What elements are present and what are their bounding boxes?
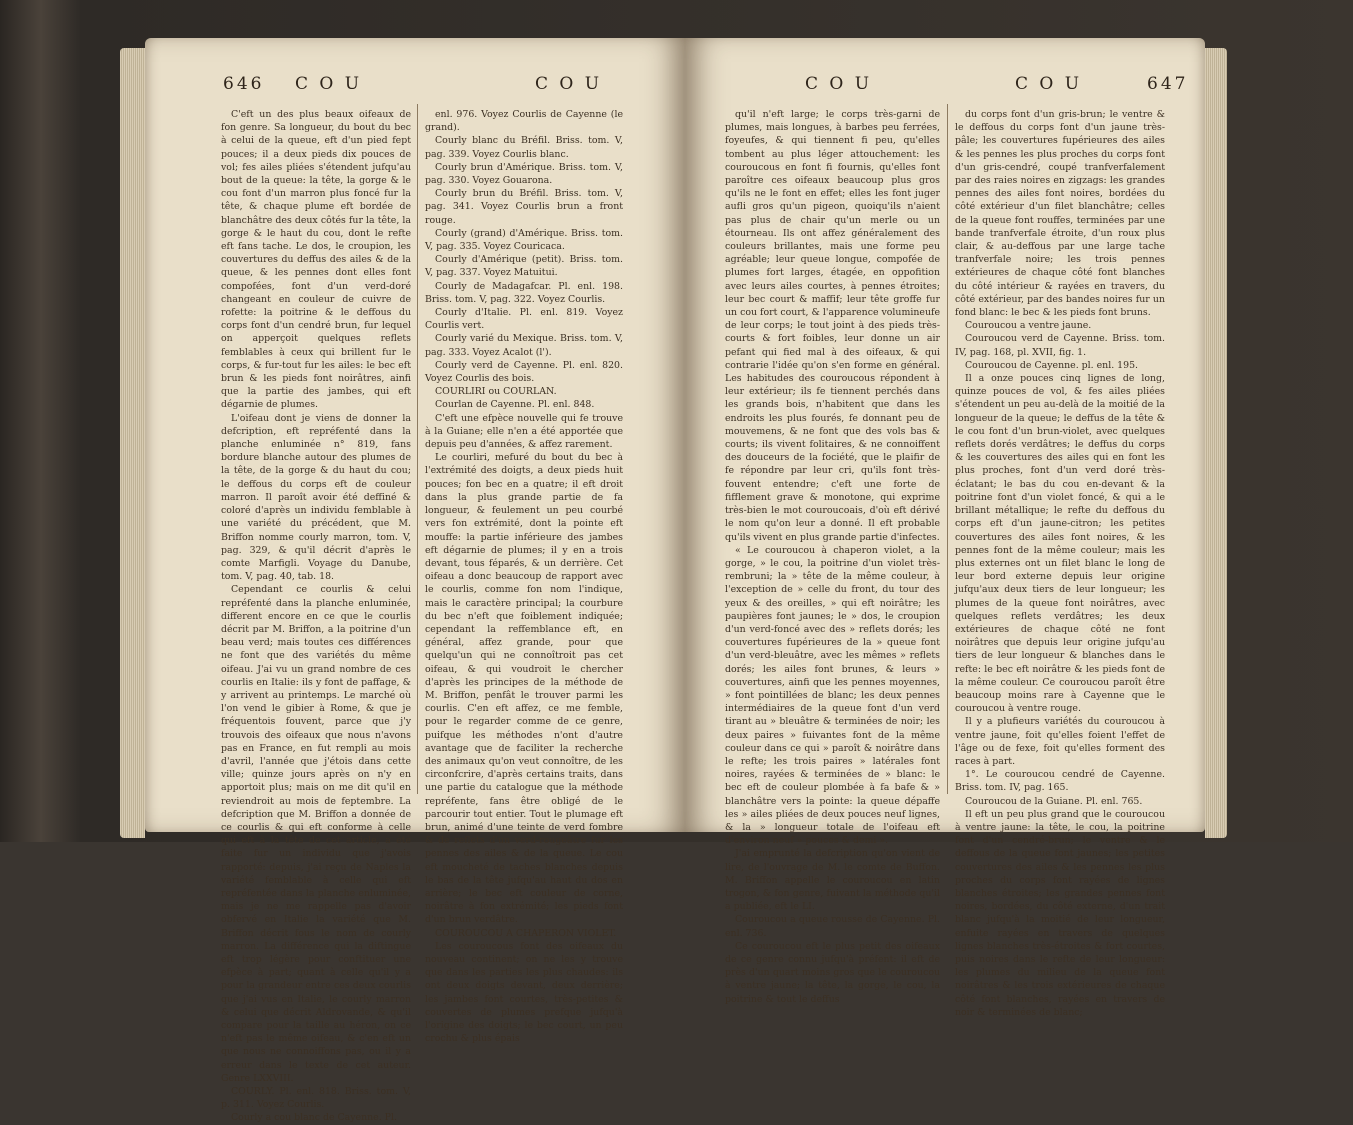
- text-paragraph: COUROUCOU A CHAPERON VIOLET.: [435, 927, 617, 939]
- text-paragraph: Courly varié du Mexique. Briss. tom. V, pag. 333. Voyez Acalot (l').: [425, 333, 623, 358]
- text-paragraph: COURLIRI ou COURLAN.: [435, 386, 557, 398]
- left-page: [145, 38, 685, 1124]
- running-head-left-col2: C O U: [535, 74, 603, 94]
- text-paragraph: Ce couroucou eft le plus petit des oifeaux de ce genre connu jufqu'à préfent: il eft de près d'un quart moins gros que le couroucou à ventre jaune; la tête, la gorge, le cou, la poitrine & tout le deffus: [725, 940, 940, 1005]
- text-paragraph: Courly a cou blanc de Cayenne. Pl.: [231, 1112, 397, 1124]
- text-paragraph: Courly d'Amérique (petit). Briss. tom. V, pag. 337. Voyez Matuitui.: [425, 254, 623, 279]
- page-number-left: 646: [223, 74, 265, 94]
- text-paragraph: Courly blanc du Bréfil. Briss. tom. V, pag. 339. Voyez Courlis blanc.: [425, 135, 623, 160]
- text-paragraph: Courly de Madagafcar. Pl. enl. 198. Briss. tom. V, pag. 322. Voyez Courlis.: [425, 280, 623, 305]
- text-paragraph: Cependant ce courlis & celui repréfenté dans la planche enluminée, different encore en ce que le courlis décrit par M. Briffon, a la poitrine d'un beau verd; mais toutes ces différences ne font que des variétés du même oifeau. J'ai vu un grand nombre de ces courlis en Italie: ils y font de paffage, & y arrivent au printemps. Le marché où l'on vend le gibier à Rome, & que je fréquentois fouvent, parce que j'y trouvois des oifeaux que nous n'avons pas en France, en fut rempli au mois d'avril, l'année que j'étois dans cette ville; quinze jours après on n'y en apportoit plus; mais on me dit qu'il en reviendroit au mois de feptembre. La defcription que M. Briffon a donnée de ce courlis & qui eft conforme à celle qui eft à la tête de cet article, a été faite fur un individu que j'avois rapporté: depuis, j'ai reçu de Naples la variété femblable à celle qui eft repréfentée dans la planche enluminée, mais je ne me rappelle pas d'avoir obfervé en Italie la variété que M. Briffon décrit fous le nom de courly marron. La différence qui la diftingue eft trop légère pour conftituer une efpèce à part; quant à celle qu'il y a pour la grandeur entre ces deux courlis que j'ai vus en Italie, le courly marron & celui que décrit Aldrovande, & qu'il compare pour la taille au héron, on ce n'eft pas le même oifeau, & c'en eft un que nous ne connoiffons pas, ou il y a erreur dans le texte de cet auteur. Genre LXXVIII.: [221, 584, 411, 1084]
- text-paragraph: Couroucou de Cayenne. pl. enl. 195.: [965, 359, 1139, 371]
- left-column-2: [425, 108, 623, 1045]
- text-paragraph: Courly brun du Bréfil. Briss. tom. V, pag. 341. Voyez Courlis brun a front rouge.: [425, 188, 623, 226]
- text-paragraph: Le courliri, mefuré du bout du bec à l'extrémité des doigts, a deux pieds huit pouces; fon bec en a quatre; il eft droit dans la plus grande partie de fa longueur, & feulement un peu courbé vers fon extrémité, dont la pointe eft mouffe: la partie inférieure des jambes eft dégarnie de plumes; il y en a trois devant, tous féparés, & un derrière. Cet oifeau a donc beaucoup de rapport avec le courlis, comme fon nom l'indique, mais le caractère principal; la courbure du bec n'eft que foiblement indiquée; cependant la reffemblance eft, en général, affez grande, pour que quelqu'un qui ne connoîtroit pas cet oifeau, & qui voudroit le chercher d'après les principes de la méthode de M. Briffon, penfât le trouver parmi les courlis. C'en eft affez, ce me femble, pour le regarder comme de ce genre, puifque les méthodes n'ont d'autre avantage que de faciliter la recherche des animaux qu'on veut connoître, de les circonfcrire, d'après certains traits, dans une partie du catalogue que la méthode repréfente, fans être obligé de le parcourir tout entier. Tout le plumage eft brun, animé d'une teinte de verd fombre & de reflets d'un verd-rougeâtre fur les pennes des ailes & de la queue. Le cou eft moucheté de taches blanches depuis le bas de la tête jufqu'au haut du dos en arrière; le bec eft couleur de corne, noirâtre à fon extrémité; les pieds font d'un brun verdâtre.: [425, 452, 623, 926]
- text-paragraph: « Le couroucou à chaperon violet, a la gorge, » le cou, la poitrine d'un violet très-rembruni; la » tête de la même couleur, à l'exception de » celle du front, du tour des yeux & des oreilles, » qui eft noirâtre; les paupières font jaunes; le » dos, le croupion d'un verd-foncé avec des » reflets dorés; les couvertures fupérieures de la » queue font d'un verd-bleuâtre, avec les mêmes » reflets dorés; les ailes font brunes, & leurs » couvertures, ainfi que les pennes moyennes, » font pointillées de blanc; les deux pennes intermédiaires de la queue font d'un verd tirant au » bleuâtre & terminées de noir; les deux paires » fuivantes font de la même couleur dans ce qui » paroît & noirâtre dans le refte; les trois paires » latérales font noires, rayées & terminées de » blanc: le bec eft de couleur plombée à fa bafe & » blanchâtre vers la pointe: la queue dépaffe les » ailes pliées de deux pouces neuf lignes, & la » longueur totale de l'oifeau eft d'environ neuf » pouces & demi ».: [725, 544, 940, 847]
- text-paragraph: Les couroucous font des oifeaux du nouveau continent; on ne les y trouve que dans les parties les plus chaudes: ils ont deux doigts devant, deux derrière; les jambes font courtes, très-petites & couvertes de plumes prefque jufqu'à l'origine des doigts; le bec court, un peu crochu & plus épais: [425, 940, 623, 1045]
- text-paragraph: Couroucou de la Guiane. Pl. enl. 765.: [965, 795, 1143, 807]
- text-paragraph: Couroucou verd de Cayenne. Briss. tom. IV, pag. 168, pl. XVII, fig. 1.: [955, 333, 1165, 358]
- right-column-1: [725, 108, 940, 1006]
- text-paragraph: COURLY. Pl. enl. 818. Briss. tom. V, p. 311. Voyez Courlis.: [221, 1086, 411, 1111]
- text-paragraph: Il y a plufieurs variétés du couroucou à ventre jaune, foit qu'elles foient l'effet de l'âge ou de fexe, foit qu'elles forment des races à part.: [955, 716, 1165, 767]
- running-head-right-2: C O U: [1015, 74, 1083, 94]
- column-rule: [417, 104, 418, 794]
- text-paragraph: Couroucou a ventre jaune.: [965, 320, 1092, 332]
- right-page: [685, 38, 1205, 1018]
- left-column-1: [221, 108, 411, 1125]
- text-paragraph: Courly d'Italie. Pl. enl. 819. Voyez Courlis vert.: [425, 307, 623, 332]
- text-paragraph: J'ai emprunté la defcription qu'on vient de lire, de l'ouvrage de M. le comte de Buffon. M. Briffon appelle le couroucou en latin trogon, & fon genre, fuivant la méthode qu'il a publiée, eft le LI.: [725, 848, 940, 913]
- text-paragraph: Courly (grand) d'Amérique. Briss. tom. V, pag. 335. Voyez Couricaca.: [425, 227, 623, 253]
- text-paragraph: C'eft un des plus beaux oifeaux de fon genre. Sa longueur, du bout du bec à celui de la queue, eft d'un pied fept pouces; il a deux pieds dix pouces de vol; fes ailes pliées s'étendent jufqu'au bout de la queue: la tête, la gorge & le cou font d'un marron plus foncé fur la tête, & chaque plume eft bordée de blanchâtre des deux côtés fur la tête, la gorge & le haut du cou, dont le refte eft fans tache. Le dos, le croupion, les couvertures du deffus des ailes & de la queue, & les pennes dont elles font compofées, font d'un verd-doré changeant en couleur de cuivre de rofette: la poitrine & le deffous du corps font d'un cendré brun, fur lequel on apperçoit quelques reflets femblables à ceux qui brillent fur le corps, & fur-tout fur les ailes: le bec eft brun & les pieds font noirâtres, ainfi que la partie des jambes, qui eft dégarnie de plumes.: [221, 109, 411, 411]
- left-page-edges: [120, 48, 145, 838]
- text-paragraph: qu'il n'eft large; le corps très-garni de plumes, mais longues, à barbes peu ferrées, foyeufes, & qui tiennent fi peu, qu'elles tombent au plus léger attouchement: les couroucous en font fi fournis, qu'elles font paroître ces oifeaux beaucoup plus gros qu'ils ne le font en effet; elles les font juger aufli gros qu'un pigeon, quoiqu'ils n'aient pas plus de chair qu'un merle ou un étourneau. Ils ont affez généralement des couleurs brillantes, mais une forme peu agréable; leur queue longue, compofée de plumes fort larges, étagée, en oppofition avec leurs ailes courtes, à pennes étroites; leur bec court & maffif; leur tête groffe fur un cou fort court, & l'apparence volumineufe de leur corps; le tout joint à des pieds très-courts & fort foibles, leur donne un air pefant qui fied mal à des oifeaux, & qui contrarie l'idée qu'on s'en forme en général. Les habitudes des couroucous répondent à leur extérieur; ils fe tiennent perchés dans les grands bois, n'habitent que dans les endroits les plus fourés, fe donnant peu de mouvemens, & ne font que des vols bas & courts; ils vivent folitaires, & ne connoiffent des douceurs de la fociété, que le plaifir de fe répondre par leur cri, qu'ils font très-fouvent entendre; c'eft une forte de fifflement grave & monotone, qui exprime très-bien le mot couroucoais, d'où eft dérivé le nom qu'on leur a donné. Il eft probable qu'ils vivent en plus grande partie d'infectes.: [725, 109, 940, 543]
- text-paragraph: Il eft un peu plus grand que le couroucou à ventre jaune: la tête, le cou, la poitrine font d'un cendré-brun; le ventre & le deffous de la queue font jaunes; les petites couvertures des ailes & les pennes les plus proches du corps font rayées de lignes blanches étroites; les grandes pennes font noires, bordées, du côté externe, d'un trait blanc jufqu'à la moitié de leur longueur, enfuite rayées en travers de quelques lignes blanches très-étroites & fort courtes, puis noires dans le refte de leur longueur: les plumes du milieu de la queue font noirâtres & les trois extérieures de chaque côté font blanches, rayées en travers de noir & terminées de blanc;: [955, 808, 1165, 1018]
- running-head-left: C O U: [295, 74, 363, 94]
- text-paragraph: enl. 976. Voyez Courlis de Cayenne (le grand).: [425, 109, 623, 134]
- text-paragraph: L'oifeau dont je viens de donner la defcription, eft repréfenté dans la planche enluminée n° 819, fans bordure blanche autour des plumes de la tête, de la gorge & du haut du cou; le deffous du corps eft de couleur marron. Il paroît avoir été deffiné & coloré d'après un individu femblable à une variété du précédent, que M. Briffon nomme courly marron, tom. V, pag. 329, & qu'il décrit d'après le comte Marfigli. Voyage du Danube, tom. V, pag. 40, tab. 18.: [221, 412, 411, 583]
- right-page-edges: [1205, 48, 1227, 838]
- text-paragraph: Courly brun d'Amérique. Briss. tom. V, pag. 330. Voyez Gouarona.: [425, 161, 623, 187]
- text-paragraph: 1°. Le couroucou cendré de Cayenne. Briss. tom. IV, pag. 165.: [955, 769, 1165, 794]
- text-paragraph: Couroucou a queue rousse de Cayenne. Pl. enl. 736.: [725, 914, 940, 939]
- text-paragraph: Courly verd de Cayenne. Pl. enl. 820. Voyez Courlis des bois.: [425, 359, 623, 385]
- column-rule-right: [947, 104, 948, 794]
- right-column-2: [955, 108, 1165, 1019]
- running-head-right-1: C O U: [805, 74, 873, 94]
- text-paragraph: C'eft une efpèce nouvelle qui fe trouve à la Guiane; elle n'en a été apportée que depuis peu d'années, & affez rarement.: [425, 412, 623, 451]
- page-number-right: 647: [1147, 74, 1189, 94]
- text-paragraph: Il a onze pouces cinq lignes de long, quinze pouces de vol, & fes ailes pliées s'étendent un peu au-delà de la moitié de la longueur de la queue; le deffus de la tête & le cou font d'un brun-violet, avec quelques reflets dorés verdâtres; le deffus du corps & les couvertures des ailes qui en font les plus proches, font d'un verd doré très-éclatant; le bas du cou en-devant & la poitrine font d'un violet foncé, & qui a le brillant métallique; le refte du deffous du corps eft d'un jaune-citron; les petites couvertures des ailes font noires, & les pennes font de la même couleur; mais les plus externes ont un filet blanc le long de leur bord externe depuis leur origine jufqu'aux deux tiers de leur longueur; les plumes de la queue font noirâtres, avec quelques reflets verdâtres; les deux extérieures de chaque côté ne font noirâtres que depuis leur origine jufqu'au tiers de leur longueur & blanches dans le refte: le bec eft noirâtre & les pieds font de la même couleur. Ce couroucou paroît être beaucoup moins rare à Cayenne que le couroucou à ventre rouge.: [955, 373, 1165, 715]
- text-paragraph: du corps font d'un gris-brun; le ventre & le deffous du corps font d'un jaune très-pâle; les couvertures fupérieures des ailes & les pennes les plus proches du corps font d'un gris-cendré, coupé tranfverfalement par des raies noires en zigzags: les grandes pennes des ailes font noires, bordées du côté extérieur d'un filet blanchâtre; celles de la queue font rouffes, terminées par une bande tranfverfale étroite, d'un roux plus clair, & au-deffous par une large tache tranfverfale noire; les trois pennes extérieures de chaque côté font blanches du côté intérieur & rayées en travers, du côté extérieur, par des bandes noires fur un fond blanc: le bec & les pieds font bruns.: [955, 109, 1165, 319]
- text-paragraph: Courlan de Cayenne. Pl. enl. 848.: [435, 399, 595, 411]
